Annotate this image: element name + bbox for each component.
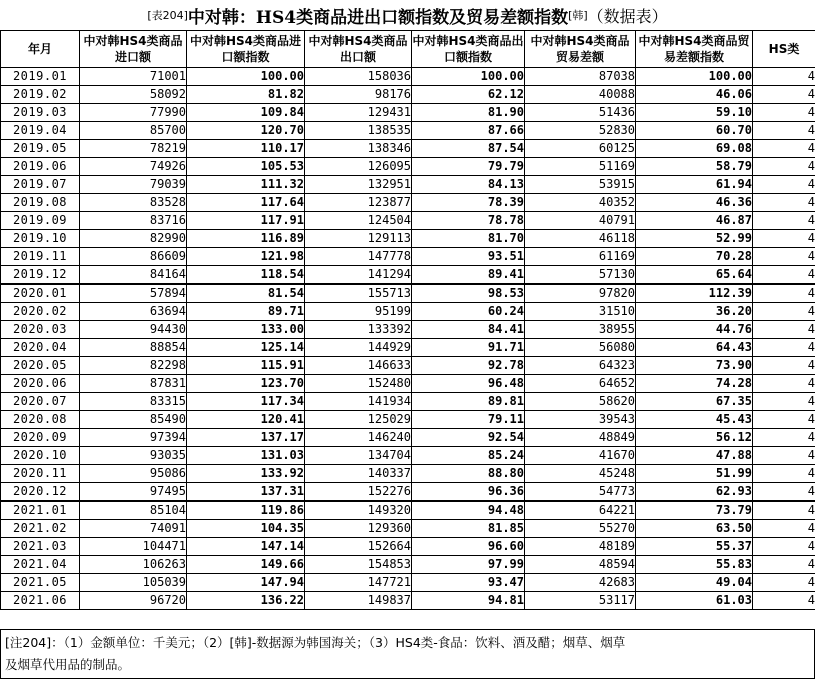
cell-hs-class: 4: [753, 592, 815, 610]
cell-month: 2019.05: [1, 140, 80, 158]
cell-trade-balance-index: 58.79: [636, 158, 753, 176]
header-row: [1, 31, 815, 68]
cell-export-index: 93.51: [412, 248, 525, 266]
cell-export-value: 154853: [305, 556, 412, 574]
cell-export-value: 95199: [305, 303, 412, 321]
cell-export-value: 149837: [305, 592, 412, 610]
table-row: [1, 86, 815, 104]
header-export-value: 中对韩HS4类商品出口额: [305, 31, 412, 68]
cell-export-index: 89.41: [412, 266, 525, 285]
cell-month: 2020.06: [1, 375, 80, 393]
cell-import-index: 125.14: [187, 339, 305, 357]
cell-month: 2020.12: [1, 483, 80, 502]
cell-hs-class: 4: [753, 248, 815, 266]
cell-export-index: 92.78: [412, 357, 525, 375]
title-main: 中对韩：HS4类商品进出口额指数及贸易差额指数: [187, 7, 569, 28]
cell-hs-class: 4: [753, 158, 815, 176]
table-row: [1, 194, 815, 212]
cell-hs-class: 4: [753, 68, 815, 86]
cell-export-index: 93.47: [412, 574, 525, 592]
cell-export-index: 96.48: [412, 375, 525, 393]
cell-export-value: 149320: [305, 501, 412, 520]
cell-trade-balance: 46118: [525, 230, 636, 248]
cell-trade-balance: 64221: [525, 501, 636, 520]
cell-import-value: 88854: [80, 339, 187, 357]
cell-trade-balance-index: 45.43: [636, 411, 753, 429]
table-row: [1, 393, 815, 411]
table-row: [1, 212, 815, 230]
cell-export-value: 134704: [305, 447, 412, 465]
cell-trade-balance: 64652: [525, 375, 636, 393]
cell-import-value: 93035: [80, 447, 187, 465]
cell-hs-class: 4: [753, 86, 815, 104]
cell-import-value: 77990: [80, 104, 187, 122]
cell-import-value: 63694: [80, 303, 187, 321]
cell-hs-class: 4: [753, 194, 815, 212]
cell-trade-balance-index: 64.43: [636, 339, 753, 357]
cell-trade-balance-index: 70.28: [636, 248, 753, 266]
table-row: [1, 339, 815, 357]
cell-hs-class: 4: [753, 538, 815, 556]
table-row: [1, 574, 815, 592]
cell-import-index: 137.31: [187, 483, 305, 502]
cell-hs-class: 4: [753, 176, 815, 194]
cell-export-index: 98.53: [412, 284, 525, 303]
cell-export-index: 96.36: [412, 483, 525, 502]
cell-trade-balance-index: 100.00: [636, 68, 753, 86]
cell-trade-balance: 41670: [525, 447, 636, 465]
cell-month: 2020.11: [1, 465, 80, 483]
cell-hs-class: 4: [753, 411, 815, 429]
cell-export-value: 129360: [305, 520, 412, 538]
data-table: [0, 30, 815, 610]
cell-import-value: 79039: [80, 176, 187, 194]
table-row: [1, 483, 815, 502]
cell-export-index: 87.54: [412, 140, 525, 158]
cell-month: 2020.02: [1, 303, 80, 321]
cell-export-index: 62.12: [412, 86, 525, 104]
cell-import-value: 83315: [80, 393, 187, 411]
header-hs-class: HS类: [753, 31, 815, 68]
table-note: [0, 629, 815, 679]
header-export-index: 中对韩HS4类商品出口额指数: [412, 31, 525, 68]
cell-import-index: 120.41: [187, 411, 305, 429]
cell-import-value: 97495: [80, 483, 187, 502]
cell-month: 2021.06: [1, 592, 80, 610]
cell-trade-balance-index: 74.28: [636, 375, 753, 393]
cell-import-value: 104471: [80, 538, 187, 556]
cell-hs-class: 4: [753, 447, 815, 465]
cell-import-index: 81.54: [187, 284, 305, 303]
cell-import-value: 78219: [80, 140, 187, 158]
cell-trade-balance: 45248: [525, 465, 636, 483]
cell-import-value: 85104: [80, 501, 187, 520]
cell-export-index: 100.00: [412, 68, 525, 86]
cell-trade-balance: 54773: [525, 483, 636, 502]
cell-trade-balance: 60125: [525, 140, 636, 158]
cell-export-value: 124504: [305, 212, 412, 230]
cell-trade-balance: 51436: [525, 104, 636, 122]
cell-trade-balance: 52830: [525, 122, 636, 140]
cell-hs-class: 4: [753, 284, 815, 303]
cell-export-value: 132951: [305, 176, 412, 194]
cell-month: 2021.05: [1, 574, 80, 592]
cell-export-value: 146240: [305, 429, 412, 447]
cell-month: 2020.01: [1, 284, 80, 303]
cell-import-value: 82990: [80, 230, 187, 248]
cell-export-value: 147721: [305, 574, 412, 592]
table-row: [1, 303, 815, 321]
cell-import-index: 149.66: [187, 556, 305, 574]
cell-import-index: 100.00: [187, 68, 305, 86]
table-row: [1, 140, 815, 158]
cell-month: 2019.08: [1, 194, 80, 212]
cell-hs-class: 4: [753, 104, 815, 122]
cell-export-index: 60.24: [412, 303, 525, 321]
cell-import-value: 87831: [80, 375, 187, 393]
cell-trade-balance-index: 63.50: [636, 520, 753, 538]
cell-trade-balance: 61169: [525, 248, 636, 266]
cell-trade-balance-index: 46.36: [636, 194, 753, 212]
cell-import-value: 85700: [80, 122, 187, 140]
cell-trade-balance: 57130: [525, 266, 636, 285]
cell-trade-balance-index: 69.08: [636, 140, 753, 158]
cell-hs-class: 4: [753, 520, 815, 538]
table-row: [1, 357, 815, 375]
cell-trade-balance: 48189: [525, 538, 636, 556]
cell-import-value: 74091: [80, 520, 187, 538]
cell-import-value: 71001: [80, 68, 187, 86]
table-row: [1, 122, 815, 140]
cell-month: 2019.07: [1, 176, 80, 194]
table-row: [1, 520, 815, 538]
cell-trade-balance-index: 67.35: [636, 393, 753, 411]
cell-trade-balance-index: 46.87: [636, 212, 753, 230]
cell-import-index: 117.64: [187, 194, 305, 212]
table-title: [0, 0, 815, 30]
table-row: [1, 447, 815, 465]
cell-import-value: 83716: [80, 212, 187, 230]
cell-month: 2021.02: [1, 520, 80, 538]
cell-month: 2019.10: [1, 230, 80, 248]
table-row: [1, 592, 815, 610]
cell-import-value: 84164: [80, 266, 187, 285]
cell-export-index: 85.24: [412, 447, 525, 465]
cell-trade-balance-index: 55.83: [636, 556, 753, 574]
cell-trade-balance: 39543: [525, 411, 636, 429]
cell-export-value: 152276: [305, 483, 412, 502]
cell-trade-balance-index: 51.99: [636, 465, 753, 483]
cell-trade-balance-index: 73.90: [636, 357, 753, 375]
note-line-1: [注204]：（1）金额单位：千美元；（2）[韩]-数据源为韩国海关；（3）HS4类-食品：饮料、酒及醋；烟草、烟草: [5, 635, 626, 650]
table-row: [1, 158, 815, 176]
table-row: [1, 429, 815, 447]
cell-import-value: 74926: [80, 158, 187, 176]
table-row: [1, 266, 815, 285]
cell-hs-class: 4: [753, 483, 815, 502]
cell-hs-class: 4: [753, 574, 815, 592]
cell-hs-class: 4: [753, 357, 815, 375]
cell-export-index: 88.80: [412, 465, 525, 483]
cell-month: 2019.02: [1, 86, 80, 104]
cell-import-index: 133.92: [187, 465, 305, 483]
cell-import-index: 105.53: [187, 158, 305, 176]
cell-month: 2019.03: [1, 104, 80, 122]
table-number: [表204]: [147, 9, 188, 22]
table-row: [1, 411, 815, 429]
cell-export-index: 89.81: [412, 393, 525, 411]
table-row: [1, 538, 815, 556]
cell-import-value: 86609: [80, 248, 187, 266]
cell-month: 2021.03: [1, 538, 80, 556]
cell-export-value: 125029: [305, 411, 412, 429]
cell-month: 2019.06: [1, 158, 80, 176]
cell-hs-class: 4: [753, 230, 815, 248]
cell-trade-balance-index: 46.06: [636, 86, 753, 104]
cell-month: 2020.05: [1, 357, 80, 375]
cell-month: 2021.01: [1, 501, 80, 520]
cell-month: 2019.11: [1, 248, 80, 266]
cell-hs-class: 4: [753, 122, 815, 140]
note-line-2: 及烟草代用品的制品。: [5, 657, 131, 672]
cell-export-value: 147778: [305, 248, 412, 266]
cell-export-index: 84.41: [412, 321, 525, 339]
cell-import-value: 97394: [80, 429, 187, 447]
cell-export-value: 129431: [305, 104, 412, 122]
cell-import-value: 83528: [80, 194, 187, 212]
table-row: [1, 104, 815, 122]
cell-trade-balance-index: 60.70: [636, 122, 753, 140]
cell-import-index: 147.94: [187, 574, 305, 592]
cell-trade-balance: 42683: [525, 574, 636, 592]
table-row: [1, 321, 815, 339]
cell-export-index: 79.79: [412, 158, 525, 176]
cell-trade-balance: 48594: [525, 556, 636, 574]
cell-import-index: 119.86: [187, 501, 305, 520]
cell-import-value: 95086: [80, 465, 187, 483]
cell-trade-balance-index: 61.94: [636, 176, 753, 194]
table-row: [1, 230, 815, 248]
cell-month: 2020.03: [1, 321, 80, 339]
cell-hs-class: 4: [753, 556, 815, 574]
cell-month: 2019.12: [1, 266, 80, 285]
cell-export-index: 81.70: [412, 230, 525, 248]
cell-hs-class: 4: [753, 339, 815, 357]
cell-export-index: 94.48: [412, 501, 525, 520]
header-trade-balance-index: 中对韩HS4类商品贸易差额指数: [636, 31, 753, 68]
cell-import-value: 85490: [80, 411, 187, 429]
table-row: [1, 284, 815, 303]
cell-export-value: 138535: [305, 122, 412, 140]
cell-trade-balance: 56080: [525, 339, 636, 357]
table-row: [1, 501, 815, 520]
cell-trade-balance-index: 44.76: [636, 321, 753, 339]
cell-trade-balance-index: 36.20: [636, 303, 753, 321]
cell-trade-balance: 87038: [525, 68, 636, 86]
cell-trade-balance: 64323: [525, 357, 636, 375]
cell-export-index: 94.81: [412, 592, 525, 610]
cell-export-value: 140337: [305, 465, 412, 483]
cell-export-value: 123877: [305, 194, 412, 212]
cell-hs-class: 4: [753, 212, 815, 230]
cell-import-index: 81.82: [187, 86, 305, 104]
cell-import-index: 136.22: [187, 592, 305, 610]
cell-import-value: 58092: [80, 86, 187, 104]
cell-trade-balance: 55270: [525, 520, 636, 538]
cell-export-value: 129113: [305, 230, 412, 248]
cell-trade-balance: 53915: [525, 176, 636, 194]
cell-import-index: 120.70: [187, 122, 305, 140]
cell-trade-balance: 40352: [525, 194, 636, 212]
cell-trade-balance: 51169: [525, 158, 636, 176]
cell-month: 2021.04: [1, 556, 80, 574]
cell-export-index: 96.60: [412, 538, 525, 556]
cell-import-index: 115.91: [187, 357, 305, 375]
cell-month: 2019.09: [1, 212, 80, 230]
cell-trade-balance-index: 62.93: [636, 483, 753, 502]
region-tag: [韩]: [568, 9, 588, 22]
cell-export-value: 146633: [305, 357, 412, 375]
cell-import-index: 110.17: [187, 140, 305, 158]
cell-import-value: 105039: [80, 574, 187, 592]
cell-import-index: 133.00: [187, 321, 305, 339]
cell-trade-balance-index: 59.10: [636, 104, 753, 122]
cell-import-index: 116.89: [187, 230, 305, 248]
cell-trade-balance: 53117: [525, 592, 636, 610]
table-row: [1, 465, 815, 483]
cell-hs-class: 4: [753, 393, 815, 411]
cell-export-index: 84.13: [412, 176, 525, 194]
cell-trade-balance-index: 61.03: [636, 592, 753, 610]
cell-export-value: 158036: [305, 68, 412, 86]
cell-export-index: 91.71: [412, 339, 525, 357]
cell-import-index: 147.14: [187, 538, 305, 556]
cell-import-value: 57894: [80, 284, 187, 303]
cell-trade-balance-index: 47.88: [636, 447, 753, 465]
cell-import-index: 117.91: [187, 212, 305, 230]
cell-hs-class: 4: [753, 321, 815, 339]
cell-export-index: 97.99: [412, 556, 525, 574]
header-trade-balance: 中对韩HS4类商品贸易差额: [525, 31, 636, 68]
table-row: [1, 556, 815, 574]
cell-month: 2020.08: [1, 411, 80, 429]
cell-trade-balance: 31510: [525, 303, 636, 321]
cell-trade-balance: 58620: [525, 393, 636, 411]
header-import-index: 中对韩HS4类商品进口额指数: [187, 31, 305, 68]
title-suffix: （数据表）: [587, 6, 668, 26]
cell-export-value: 126095: [305, 158, 412, 176]
cell-month: 2019.01: [1, 68, 80, 86]
cell-import-index: 109.84: [187, 104, 305, 122]
cell-export-value: 98176: [305, 86, 412, 104]
cell-trade-balance-index: 65.64: [636, 266, 753, 285]
table-row: [1, 176, 815, 194]
cell-import-index: 121.98: [187, 248, 305, 266]
cell-import-index: 118.54: [187, 266, 305, 285]
cell-export-value: 152664: [305, 538, 412, 556]
cell-trade-balance: 40791: [525, 212, 636, 230]
cell-month: 2020.04: [1, 339, 80, 357]
cell-export-value: 144929: [305, 339, 412, 357]
cell-trade-balance-index: 55.37: [636, 538, 753, 556]
cell-export-value: 155713: [305, 284, 412, 303]
cell-hs-class: 4: [753, 303, 815, 321]
cell-trade-balance-index: 112.39: [636, 284, 753, 303]
cell-export-value: 133392: [305, 321, 412, 339]
cell-export-value: 141934: [305, 393, 412, 411]
cell-trade-balance-index: 56.12: [636, 429, 753, 447]
cell-export-value: 138346: [305, 140, 412, 158]
table-row: [1, 375, 815, 393]
cell-hs-class: 4: [753, 429, 815, 447]
cell-hs-class: 4: [753, 266, 815, 285]
cell-trade-balance-index: 49.04: [636, 574, 753, 592]
cell-export-value: 141294: [305, 266, 412, 285]
cell-export-value: 152480: [305, 375, 412, 393]
cell-month: 2020.09: [1, 429, 80, 447]
cell-trade-balance-index: 73.79: [636, 501, 753, 520]
cell-trade-balance: 40088: [525, 86, 636, 104]
table-row: [1, 68, 815, 86]
cell-export-index: 81.85: [412, 520, 525, 538]
cell-import-index: 104.35: [187, 520, 305, 538]
cell-import-index: 137.17: [187, 429, 305, 447]
table-row: [1, 248, 815, 266]
cell-import-index: 111.32: [187, 176, 305, 194]
cell-month: 2019.04: [1, 122, 80, 140]
cell-export-index: 81.90: [412, 104, 525, 122]
cell-import-value: 96720: [80, 592, 187, 610]
cell-month: 2020.10: [1, 447, 80, 465]
cell-export-index: 87.66: [412, 122, 525, 140]
cell-trade-balance: 48849: [525, 429, 636, 447]
cell-import-index: 131.03: [187, 447, 305, 465]
cell-import-index: 117.34: [187, 393, 305, 411]
cell-hs-class: 4: [753, 140, 815, 158]
cell-month: 2020.07: [1, 393, 80, 411]
cell-import-value: 82298: [80, 357, 187, 375]
cell-trade-balance: 97820: [525, 284, 636, 303]
cell-import-index: 123.70: [187, 375, 305, 393]
cell-export-index: 92.54: [412, 429, 525, 447]
cell-hs-class: 4: [753, 375, 815, 393]
cell-import-value: 94430: [80, 321, 187, 339]
cell-import-value: 106263: [80, 556, 187, 574]
cell-export-index: 78.39: [412, 194, 525, 212]
cell-import-index: 89.71: [187, 303, 305, 321]
cell-trade-balance: 38955: [525, 321, 636, 339]
cell-hs-class: 4: [753, 501, 815, 520]
header-month: 年月: [1, 31, 80, 68]
cell-export-index: 78.78: [412, 212, 525, 230]
cell-export-index: 79.11: [412, 411, 525, 429]
header-import-value: 中对韩HS4类商品进口额: [80, 31, 187, 68]
cell-trade-balance-index: 52.99: [636, 230, 753, 248]
cell-hs-class: 4: [753, 465, 815, 483]
